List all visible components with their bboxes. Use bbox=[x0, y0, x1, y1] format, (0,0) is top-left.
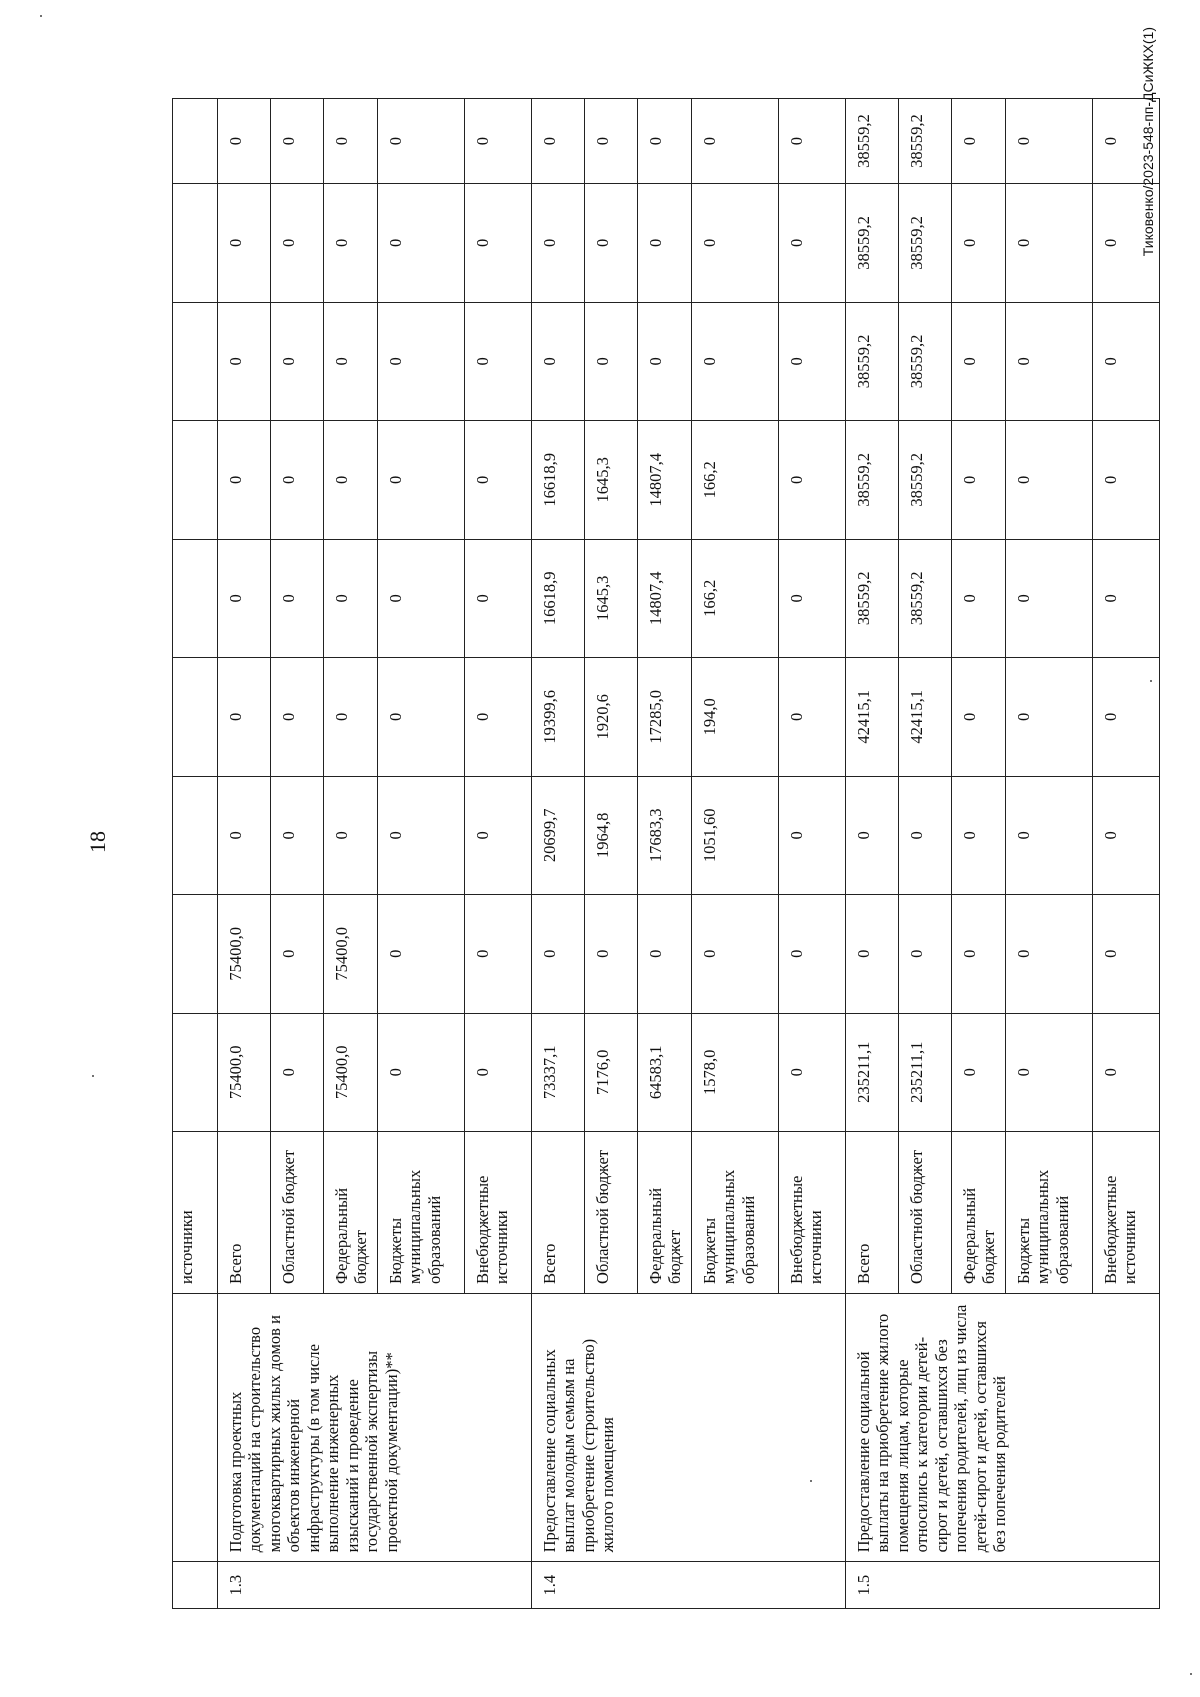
value-cell: 0 bbox=[271, 539, 324, 657]
table-cell bbox=[173, 421, 218, 539]
value-cell: 0 bbox=[691, 895, 778, 1013]
value-cell: 0 bbox=[464, 421, 531, 539]
value-cell: 0 bbox=[584, 895, 637, 1013]
value-cell: 1964,8 bbox=[584, 776, 637, 894]
value-cell: 0 bbox=[951, 1013, 1005, 1131]
value-cell: 0 bbox=[637, 302, 691, 420]
value-cell: 0 bbox=[324, 539, 378, 657]
value-cell: 42415,1 bbox=[845, 658, 898, 776]
value-cell: 0 bbox=[584, 99, 637, 184]
value-cell: 0 bbox=[271, 776, 324, 894]
value-cell: 0 bbox=[377, 1013, 464, 1131]
value-cell: 64583,1 bbox=[637, 1013, 691, 1131]
value-cell: 38559,2 bbox=[845, 421, 898, 539]
value-cell: 73337,1 bbox=[531, 1013, 584, 1131]
value-cell: 0 bbox=[218, 539, 271, 657]
value-cell: 0 bbox=[324, 421, 378, 539]
value-cell: 0 bbox=[271, 302, 324, 420]
value-cell: 38559,2 bbox=[898, 539, 951, 657]
value-cell: 0 bbox=[845, 776, 898, 894]
table-cell bbox=[173, 1013, 218, 1131]
section-description: Предоставление социальной выплаты на приобретение жилого помещения лицам, которые относились к категории детей-сирот и детей, оставшихся без попечения родителей, лиц из числа детей-сирот и детей, оставшихся без попечения родителей bbox=[845, 1294, 1159, 1562]
value-cell: 0 bbox=[1092, 302, 1159, 420]
value-cell: 0 bbox=[271, 184, 324, 302]
value-cell: 0 bbox=[531, 184, 584, 302]
value-cell: 0 bbox=[377, 539, 464, 657]
value-cell: 0 bbox=[778, 658, 845, 776]
table-cell bbox=[173, 895, 218, 1013]
value-cell: 0 bbox=[1005, 302, 1092, 420]
document-code: Тиковенко/2023-548-пп-ДСиЖКХ(1) bbox=[1140, 27, 1156, 257]
value-cell: 0 bbox=[951, 776, 1005, 894]
value-cell: 75400,0 bbox=[218, 895, 271, 1013]
value-cell: 0 bbox=[1005, 776, 1092, 894]
value-cell: 0 bbox=[218, 302, 271, 420]
page-number: 18 bbox=[85, 831, 110, 853]
value-cell: 235211,1 bbox=[898, 1013, 951, 1131]
value-cell: 0 bbox=[951, 421, 1005, 539]
value-cell: 0 bbox=[1092, 895, 1159, 1013]
value-cell: 38559,2 bbox=[845, 302, 898, 420]
value-cell: 17683,3 bbox=[637, 776, 691, 894]
value-cell: 0 bbox=[1092, 539, 1159, 657]
table-cell bbox=[173, 776, 218, 894]
value-cell: 7176,0 bbox=[584, 1013, 637, 1131]
value-cell: 0 bbox=[218, 184, 271, 302]
value-cell: 0 bbox=[778, 421, 845, 539]
value-cell: 0 bbox=[377, 421, 464, 539]
value-cell: 38559,2 bbox=[845, 539, 898, 657]
funding-source: Федеральный бюджет bbox=[637, 1132, 691, 1294]
table-cell bbox=[173, 1294, 218, 1562]
scan-speck bbox=[1190, 1673, 1192, 1675]
value-cell: 0 bbox=[951, 99, 1005, 184]
scan-speck bbox=[92, 1075, 94, 1077]
value-cell: 0 bbox=[324, 776, 378, 894]
value-cell: 0 bbox=[1092, 99, 1159, 184]
value-cell: 75400,0 bbox=[324, 895, 378, 1013]
value-cell: 0 bbox=[691, 99, 778, 184]
value-cell: 0 bbox=[464, 184, 531, 302]
table-row bbox=[173, 99, 218, 1609]
value-cell: 1920,6 bbox=[584, 658, 637, 776]
table-row bbox=[845, 99, 898, 1609]
value-cell: 0 bbox=[324, 302, 378, 420]
value-cell: 0 bbox=[951, 895, 1005, 1013]
table-cell bbox=[173, 99, 218, 184]
funding-source: Всего bbox=[845, 1132, 898, 1294]
value-cell: 0 bbox=[584, 302, 637, 420]
value-cell: 14807,4 bbox=[637, 421, 691, 539]
value-cell: 1051,60 bbox=[691, 776, 778, 894]
value-cell: 0 bbox=[778, 539, 845, 657]
value-cell: 166,2 bbox=[691, 421, 778, 539]
value-cell: 75400,0 bbox=[218, 1013, 271, 1131]
table-cell bbox=[173, 658, 218, 776]
funding-source: Федеральный бюджет bbox=[324, 1132, 378, 1294]
section-index: 1.3 bbox=[218, 1562, 532, 1609]
value-cell: 75400,0 bbox=[324, 1013, 378, 1131]
value-cell: 0 bbox=[637, 184, 691, 302]
value-cell: 38559,2 bbox=[898, 184, 951, 302]
funding-source: Внебюджетные источники bbox=[1092, 1132, 1159, 1294]
value-cell: 17285,0 bbox=[637, 658, 691, 776]
table-body bbox=[173, 99, 1160, 1609]
value-cell: 1645,3 bbox=[584, 421, 637, 539]
funding-source: Областной бюджет bbox=[898, 1132, 951, 1294]
value-cell: 0 bbox=[778, 776, 845, 894]
value-cell: 42415,1 bbox=[898, 658, 951, 776]
value-cell: 1578,0 bbox=[691, 1013, 778, 1131]
value-cell: 0 bbox=[778, 184, 845, 302]
value-cell: 16618,9 bbox=[531, 539, 584, 657]
value-cell: 0 bbox=[1005, 895, 1092, 1013]
value-cell: 0 bbox=[464, 99, 531, 184]
budget-table bbox=[172, 98, 1160, 1609]
value-cell: 0 bbox=[778, 895, 845, 1013]
section-description: Предоставление социальных выплат молодым семьям на приобретение (строительство) жилого помещения bbox=[531, 1294, 845, 1562]
value-cell: 0 bbox=[1092, 1013, 1159, 1131]
value-cell: 0 bbox=[464, 1013, 531, 1131]
value-cell: 0 bbox=[464, 539, 531, 657]
source-header-cell: источники bbox=[173, 1132, 218, 1294]
value-cell: 0 bbox=[531, 99, 584, 184]
value-cell: 235211,1 bbox=[845, 1013, 898, 1131]
section-index: 1.5 bbox=[845, 1562, 1159, 1609]
value-cell: 0 bbox=[951, 302, 1005, 420]
value-cell: 0 bbox=[531, 895, 584, 1013]
funding-source: Всего bbox=[218, 1132, 271, 1294]
value-cell: 0 bbox=[1092, 776, 1159, 894]
value-cell: 0 bbox=[637, 895, 691, 1013]
value-cell: 0 bbox=[218, 421, 271, 539]
funding-source: Областной бюджет bbox=[584, 1132, 637, 1294]
value-cell: 194,0 bbox=[691, 658, 778, 776]
value-cell: 0 bbox=[531, 302, 584, 420]
value-cell: 20699,7 bbox=[531, 776, 584, 894]
value-cell: 0 bbox=[218, 658, 271, 776]
table-cell bbox=[173, 1562, 218, 1609]
value-cell: 0 bbox=[584, 184, 637, 302]
value-cell: 0 bbox=[951, 539, 1005, 657]
value-cell: 0 bbox=[377, 658, 464, 776]
value-cell: 0 bbox=[951, 184, 1005, 302]
value-cell: 16618,9 bbox=[531, 421, 584, 539]
value-cell: 0 bbox=[377, 895, 464, 1013]
section-description: Подготовка проектных документаций на строительство многоквартирных жилых домов и объектов инженерной инфраструктуры (в том числе выполнение инженерных изысканий и проведение государственной экспертизы проектной документации)** bbox=[218, 1294, 532, 1562]
section-index: 1.4 bbox=[531, 1562, 845, 1609]
value-cell: 0 bbox=[464, 658, 531, 776]
funding-source: Федеральный бюджет bbox=[951, 1132, 1005, 1294]
table-cell bbox=[173, 539, 218, 657]
value-cell: 0 bbox=[1092, 421, 1159, 539]
funding-source: Всего bbox=[531, 1132, 584, 1294]
value-cell: 0 bbox=[271, 1013, 324, 1131]
value-cell: 166,2 bbox=[691, 539, 778, 657]
value-cell: 0 bbox=[271, 895, 324, 1013]
value-cell: 0 bbox=[464, 302, 531, 420]
table-cell bbox=[173, 184, 218, 302]
value-cell: 0 bbox=[1005, 539, 1092, 657]
funding-source: Внебюджетные источники bbox=[778, 1132, 845, 1294]
value-cell: 0 bbox=[1092, 658, 1159, 776]
table-row bbox=[218, 99, 271, 1609]
value-cell: 0 bbox=[691, 184, 778, 302]
funding-source: Бюджеты муниципальных образований bbox=[377, 1132, 464, 1294]
scan-speck bbox=[40, 15, 42, 17]
value-cell: 0 bbox=[324, 658, 378, 776]
value-cell: 1645,3 bbox=[584, 539, 637, 657]
value-cell: 0 bbox=[691, 302, 778, 420]
table-cell bbox=[173, 302, 218, 420]
value-cell: 0 bbox=[778, 99, 845, 184]
value-cell: 0 bbox=[898, 895, 951, 1013]
funding-source: Областной бюджет bbox=[271, 1132, 324, 1294]
value-cell: 0 bbox=[951, 658, 1005, 776]
value-cell: 0 bbox=[324, 184, 378, 302]
funding-source: Внебюджетные источники bbox=[464, 1132, 531, 1294]
value-cell: 0 bbox=[377, 99, 464, 184]
value-cell: 0 bbox=[218, 99, 271, 184]
value-cell: 0 bbox=[377, 184, 464, 302]
value-cell: 38559,2 bbox=[898, 302, 951, 420]
value-cell: 0 bbox=[898, 776, 951, 894]
value-cell: 14807,4 bbox=[637, 539, 691, 657]
value-cell: 0 bbox=[1005, 99, 1092, 184]
value-cell: 0 bbox=[1092, 184, 1159, 302]
value-cell: 0 bbox=[845, 895, 898, 1013]
value-cell: 0 bbox=[1005, 184, 1092, 302]
value-cell: 0 bbox=[778, 1013, 845, 1131]
value-cell: 0 bbox=[218, 776, 271, 894]
value-cell: 38559,2 bbox=[845, 184, 898, 302]
value-cell: 0 bbox=[377, 302, 464, 420]
value-cell: 38559,2 bbox=[898, 99, 951, 184]
value-cell: 0 bbox=[464, 776, 531, 894]
value-cell: 0 bbox=[637, 99, 691, 184]
value-cell: 0 bbox=[324, 99, 378, 184]
value-cell: 0 bbox=[464, 895, 531, 1013]
funding-source: Бюджеты муниципальных образований bbox=[1005, 1132, 1092, 1294]
value-cell: 19399,6 bbox=[531, 658, 584, 776]
value-cell: 38559,2 bbox=[845, 99, 898, 184]
value-cell: 0 bbox=[271, 99, 324, 184]
value-cell: 38559,2 bbox=[898, 421, 951, 539]
funding-source: Бюджеты муниципальных образований bbox=[691, 1132, 778, 1294]
value-cell: 0 bbox=[271, 658, 324, 776]
value-cell: 0 bbox=[271, 421, 324, 539]
value-cell: 0 bbox=[377, 776, 464, 894]
value-cell: 0 bbox=[1005, 1013, 1092, 1131]
value-cell: 0 bbox=[778, 302, 845, 420]
value-cell: 0 bbox=[1005, 658, 1092, 776]
table-row bbox=[531, 99, 584, 1609]
value-cell: 0 bbox=[1005, 421, 1092, 539]
